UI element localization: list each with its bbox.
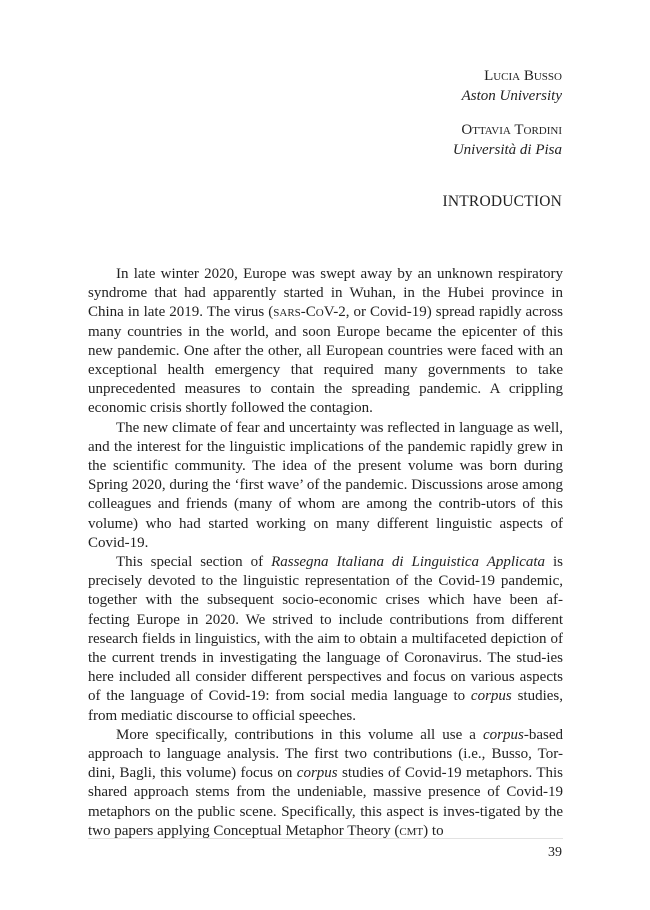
italic-text: Rassegna Italiana di Linguistica Applicata: [271, 554, 546, 571]
text-run: In late winter 2020, Europe was swept away by an unknown respiratory syndrome that had apparently started in Wuhan, in the Hubei province in China in late 2019. The virus (: [88, 266, 563, 321]
page-number: 39: [548, 845, 562, 860]
body-text: [88, 265, 563, 841]
paragraph: [88, 553, 563, 726]
text-run: studies of Covid-19 metaphors. This shared approach stems from the undeniable, massive presence of Covid-19 metaphors on the public scene. Specifically, this aspect is inves-tigated by the two papers applying Conceptual Metaphor Theory (: [88, 765, 563, 839]
text-run: , or Covid-19) spread rapidly across many countries in the world, and soon Europe became the epicenter of this new pandemic. One after the other, all European countries were faced with an exceptional health emergency that required many governments to take unprecedented measures to contain the spreading pandemic. A crippling economic crisis shortly followed the contagion.: [88, 304, 564, 417]
small-caps-text: sars-CoV-2: [273, 304, 346, 321]
footer-rule: [88, 838, 563, 839]
author-name: Lucia Busso: [484, 68, 562, 84]
text-run: is precisely devoted to the linguistic representation of the Covid-19 pandemic, together with the subsequent socio-economic crises which have been af-fecting Europe in 2020. We strived to include contributions from different research fields in linguistics, with the aim to obtain a multifaceted depiction of the current trends in investigating the language of Coronavirus. The stud-ies here included all consider different perspectives and focus on various aspects of the language of Covid-19: from social media language to: [88, 554, 563, 705]
section-heading: INTRODUCTION: [442, 193, 562, 210]
text-run: studies, from mediatic discourse to official speeches.: [88, 688, 563, 724]
italic-text: corpus: [483, 726, 524, 743]
text-run: -based approach to language analysis. The first two contributions (i.e., Busso, Tor-dini, Bagli, this volume) focus on: [88, 726, 563, 782]
small-caps-text: cmt: [399, 822, 424, 839]
author-affiliation: Aston University: [461, 88, 562, 104]
text-run: ) to: [423, 822, 444, 839]
author-name: Ottavia Tordini: [461, 122, 562, 138]
text-run: This special section of: [116, 554, 272, 571]
paragraph: [88, 265, 563, 419]
author-affiliation: Università di Pisa: [452, 142, 562, 158]
author-2: [453, 120, 562, 160]
author-1: [453, 66, 562, 106]
paragraph: [88, 726, 563, 841]
author-block: [453, 66, 562, 174]
paragraph: [88, 419, 563, 553]
text-run: More specifically, contributions in this volume all use a: [116, 726, 483, 743]
italic-text: corpus: [470, 688, 512, 705]
text-run: The new climate of fear and uncertainty was reflected in language as well, and the interest for the linguistic implications of the pandemic rapidly grew in the scientific community. The idea of the present volume was born during Spring 2020, during the ‘first wave’ of the pandemic. Discussions arose among colleagues and friends (many of whom are among the contrib-utors of this volume) who had started working on many different linguistic aspects of Covid-19.: [88, 419, 563, 551]
italic-text: corpus: [296, 765, 338, 782]
